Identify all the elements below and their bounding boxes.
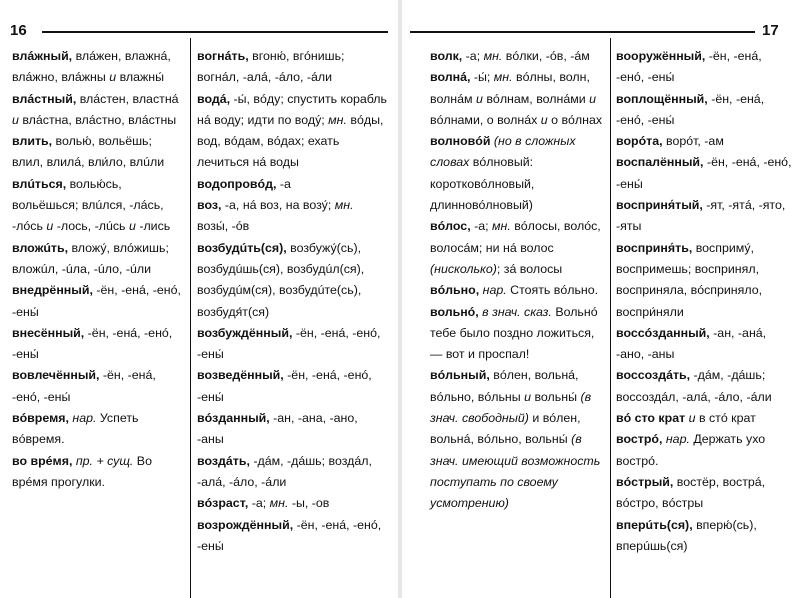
right-column-divider xyxy=(610,38,611,598)
right-page-number: 17 xyxy=(762,22,779,39)
entry-text: влáстна, влáстно, влáстны xyxy=(18,112,177,127)
entry-text: -ён, -енá, -енó, -ены́ xyxy=(616,91,765,127)
entry-headword: влáстный, xyxy=(12,91,77,106)
entry-headword: вострó, xyxy=(616,432,663,447)
dictionary-entry xyxy=(430,365,608,514)
entry-text: востёр, вострá, вóстро, вóстры xyxy=(616,474,766,511)
dictionary-entry xyxy=(12,280,184,323)
entry-text: вóлны, волн, волнáм xyxy=(430,70,590,106)
dictionary-entry xyxy=(12,46,184,89)
dictionary-entry xyxy=(197,238,387,323)
entry-note: и xyxy=(589,91,597,106)
dictionary-entry xyxy=(616,89,792,132)
right-column-1 xyxy=(430,46,608,515)
entry-note: и xyxy=(12,112,19,127)
dictionary-entry xyxy=(616,46,792,89)
entry-headword: вогнáть, xyxy=(197,49,249,63)
entry-headword: влить, xyxy=(12,134,53,149)
entry-note: мн. xyxy=(492,219,511,234)
entry-text: восприму́, воспримешь; воспринял, восприняла, вóсприняло, воспри́няли xyxy=(616,240,763,319)
dictionary-entry xyxy=(12,238,184,281)
entry-headword: возведённый, xyxy=(197,368,284,383)
entry-text: -ы, -ов xyxy=(288,496,330,511)
entry-note: и xyxy=(109,70,117,85)
entry-headword: ворóта, xyxy=(616,134,663,149)
left-column-2 xyxy=(197,46,387,557)
entry-headword: вперúть(ся), xyxy=(616,517,693,532)
entry-note: и xyxy=(46,219,54,234)
dictionary-entry xyxy=(12,408,184,451)
entry-headword: возбуждённый, xyxy=(197,325,293,340)
left-header-rule xyxy=(42,31,388,33)
dictionary-entry xyxy=(12,89,184,132)
entry-headword: волновóй xyxy=(430,134,494,149)
entry-text: -ён, -енá, -енó, -ены́ xyxy=(12,368,156,404)
entry-text: вложу́, влóжишь; вложúл, -úла, -úло, -úли xyxy=(12,240,169,276)
entry-headword: вóльный, xyxy=(430,368,490,383)
entry-headword: влáжный, xyxy=(12,49,73,63)
entry-headword: вовлечённый, xyxy=(12,368,100,383)
entry-headword: влúться, xyxy=(12,176,67,191)
entry-text: -ён, -енá, -енó, -ены́ xyxy=(197,325,381,362)
entry-headword: воссоздáть, xyxy=(616,368,691,383)
entry-headword: возрождённый, xyxy=(197,517,294,532)
entry-headword: воплощённый, xyxy=(616,91,708,106)
entry-note: и xyxy=(688,411,696,426)
entry-text: ворóт, -ам xyxy=(662,134,724,149)
dictionary-entry xyxy=(12,174,184,238)
entry-text: -а, нá воз, на возу́; xyxy=(221,198,335,213)
entry-note: нар. xyxy=(665,432,690,447)
entry-text: -ён, -енá, -енó, -ены́ xyxy=(616,155,792,191)
entry-text: Стоять вóльно. xyxy=(506,283,599,298)
right-page xyxy=(402,0,800,598)
entry-headword: вóстрый, xyxy=(616,474,674,489)
entry-text: -ён, -енá, -енó, -ены́ xyxy=(197,517,382,553)
dictionary-entry xyxy=(616,131,792,152)
entry-text: волью́сь, вольёшься; влúлся, -лáсь, -лóсь xyxy=(12,176,164,234)
entry-headword: внедрённый, xyxy=(12,283,93,298)
entry-headword: воссóзданный, xyxy=(616,325,710,340)
entry-note: и xyxy=(476,91,483,106)
entry-text: -дáм, -дáшь; воссоздáл, -алá, -áло, -áли xyxy=(616,368,772,404)
entry-note: мн. xyxy=(493,70,513,85)
entry-note: (но в сложных словах xyxy=(430,134,576,170)
entry-note: (в знач. имеющий возможность поступать по своему усмотрению) xyxy=(430,432,601,511)
entry-headword: во врéмя, xyxy=(12,453,73,468)
dictionary-entry xyxy=(616,152,792,195)
dictionary-entry xyxy=(616,365,792,408)
dictionary-entry xyxy=(616,472,792,515)
entry-note: нар. xyxy=(482,283,507,298)
dictionary-entry xyxy=(197,493,387,514)
entry-headword: водá, xyxy=(197,91,231,106)
entry-text: вольны́ xyxy=(531,389,581,404)
entry-headword: волк, xyxy=(430,49,463,63)
dictionary-entry xyxy=(616,238,792,323)
dictionary-entry xyxy=(12,365,184,408)
entry-headword: восприня́тый, xyxy=(616,198,703,213)
entry-text: -дáм, -дáшь; воздáл, -алá, -áло, -áли xyxy=(197,453,372,489)
entry-text: Успеть вóвремя. xyxy=(12,411,139,447)
dictionary-entry xyxy=(197,174,387,195)
entry-note: мн. xyxy=(483,49,503,63)
dictionary-entry xyxy=(430,67,608,131)
entry-note: в знач. сказ. xyxy=(482,304,552,319)
dictionary-entry xyxy=(197,46,387,89)
entry-headword: возбудúть(ся), xyxy=(197,240,287,255)
entry-text: и вóлен, вольнá, вóльно, вольны́ xyxy=(430,411,581,447)
entry-text: Держать ухо вострó. xyxy=(616,432,766,468)
entry-text: влажны́ xyxy=(116,70,165,85)
right-header-rule xyxy=(410,31,755,33)
entry-text: вóлновый: коротковóлновый, длинновóлновый) xyxy=(430,155,535,213)
entry-headword: вложúть, xyxy=(12,240,69,255)
entry-note: мн. xyxy=(328,112,347,127)
entry-text: -ён, -енá, -енó, -ены́ xyxy=(12,325,173,362)
entry-text: -ён, -енá, -енó, -ены́ xyxy=(616,49,762,85)
dictionary-entry xyxy=(12,131,184,174)
entry-text: -ы́, вóду; спустить корабль нá воду; идти по водý; xyxy=(197,91,387,127)
dictionary-entry xyxy=(197,408,387,451)
dictionary-entry xyxy=(12,323,184,366)
dictionary-entry xyxy=(197,195,387,238)
left-column-divider xyxy=(190,38,191,598)
left-column-1 xyxy=(12,46,184,493)
dictionary-entry xyxy=(430,216,608,280)
dictionary-entry xyxy=(430,131,608,216)
entry-text: -а; xyxy=(462,49,484,63)
entry-text: о вóлнах xyxy=(547,112,603,127)
entry-note: мн. xyxy=(334,198,354,213)
entry-headword: воздáть, xyxy=(197,453,250,468)
entry-text: -ы́; xyxy=(470,70,494,85)
entry-headword: внесённый, xyxy=(12,325,85,340)
entry-text: вóлен, вольнá, вóльно, вóльны xyxy=(430,368,579,404)
entry-text: ; зá волосы xyxy=(496,261,563,276)
dictionary-entry xyxy=(430,280,608,301)
entry-text: возбужу́(сь), возбудúшь(ся), возбудúл(ся), возбудúм(ся), возбудúте(сь), возбудя́т(ся) xyxy=(197,240,365,319)
right-column-2 xyxy=(616,46,792,557)
entry-headword: вооружённый, xyxy=(616,49,706,63)
entry-text: волью́, вольёшь; влил, влилá, вли́ло, влúли xyxy=(12,134,165,170)
dictionary-entry xyxy=(12,451,184,494)
dictionary-entry xyxy=(197,515,387,558)
entry-text: -ан, -анá, -ано, -аны xyxy=(616,325,767,362)
entry-text: -ён, -енá, -енó, -ены́ xyxy=(197,368,372,404)
entry-text: вóлки, -óв, -áм xyxy=(502,49,590,63)
entry-text: влáстен, властнá xyxy=(76,91,179,106)
entry-text: -а; xyxy=(470,219,492,234)
entry-text: в стó крат xyxy=(695,411,756,426)
entry-note: (в знач. свободный) xyxy=(430,389,592,426)
entry-headword: волнá, xyxy=(430,70,471,85)
entry-text: -а; xyxy=(248,496,270,511)
dictionary-entry xyxy=(616,323,792,366)
dictionary-entry xyxy=(430,302,608,366)
entry-note: и xyxy=(128,219,136,234)
entry-note: и xyxy=(540,112,548,127)
dictionary-entry xyxy=(197,89,387,174)
entry-note: и xyxy=(524,389,532,404)
dictionary-entry xyxy=(616,515,792,558)
entry-text: -лось, -лúсь xyxy=(53,219,129,234)
entry-text: влáжен, влажнá, влáжно, влáжны xyxy=(12,49,171,85)
entry-headword: вóзданный, xyxy=(197,411,270,426)
entry-text: -лись xyxy=(135,219,171,234)
entry-text: вóлнами, о волнáх xyxy=(430,112,541,127)
entry-headword: воз, xyxy=(197,198,222,213)
entry-headword: восприня́ть, xyxy=(616,240,693,255)
entry-text: вóды, вод, вóдам, вóдах; ехать лечиться нá воды xyxy=(197,112,384,170)
dictionary-entry xyxy=(616,408,792,429)
entry-text: возы́, -óв xyxy=(197,219,250,234)
entry-headword: вольнó, xyxy=(430,304,479,319)
entry-text: вперю́(сь), вперúшь(ся) xyxy=(616,517,757,553)
entry-text: -ят, -ятá, -ято, -яты xyxy=(616,198,786,234)
dictionary-entry xyxy=(430,46,608,67)
entry-note: мн. xyxy=(269,496,289,511)
entry-headword: воспалённый, xyxy=(616,155,704,170)
dictionary-entry xyxy=(616,195,792,238)
entry-text: вгоню́, вгóнишь; вогнáл, -алá, -áло, -áли xyxy=(197,49,345,85)
entry-text: Во врéмя прогулки. xyxy=(12,453,152,489)
dictionary-entry xyxy=(197,365,387,408)
entry-text: Вольнó тебе было поздно ложиться, — вот и проспал! xyxy=(430,304,598,362)
entry-text: -а xyxy=(276,176,291,191)
entry-headword: вóзраст, xyxy=(197,496,249,511)
entry-headword: вóвремя, xyxy=(12,411,69,426)
entry-headword: вóльно, xyxy=(430,283,480,298)
entry-text: вóлнам, волнáми xyxy=(482,91,590,106)
entry-headword: водопровóд, xyxy=(197,176,277,191)
entry-note: пр. + сущ. xyxy=(75,453,134,468)
entry-text: -ан, -ана, -ано, -аны xyxy=(197,411,358,447)
entry-headword: вóлос, xyxy=(430,219,471,234)
dictionary-entry xyxy=(197,451,387,494)
entry-text: -ён, -енá, -енó, -ены́ xyxy=(12,283,181,319)
left-page-number: 16 xyxy=(10,22,27,39)
entry-note: (нисколько) xyxy=(430,261,497,276)
entry-headword: вó сто крат xyxy=(616,411,689,426)
left-page xyxy=(0,0,398,598)
dictionary-entry xyxy=(197,323,387,366)
entry-text: вóлосы, волóс, волосáм; ни нá волос xyxy=(430,219,601,255)
entry-note: нар. xyxy=(72,411,97,426)
dictionary-entry xyxy=(616,429,792,472)
